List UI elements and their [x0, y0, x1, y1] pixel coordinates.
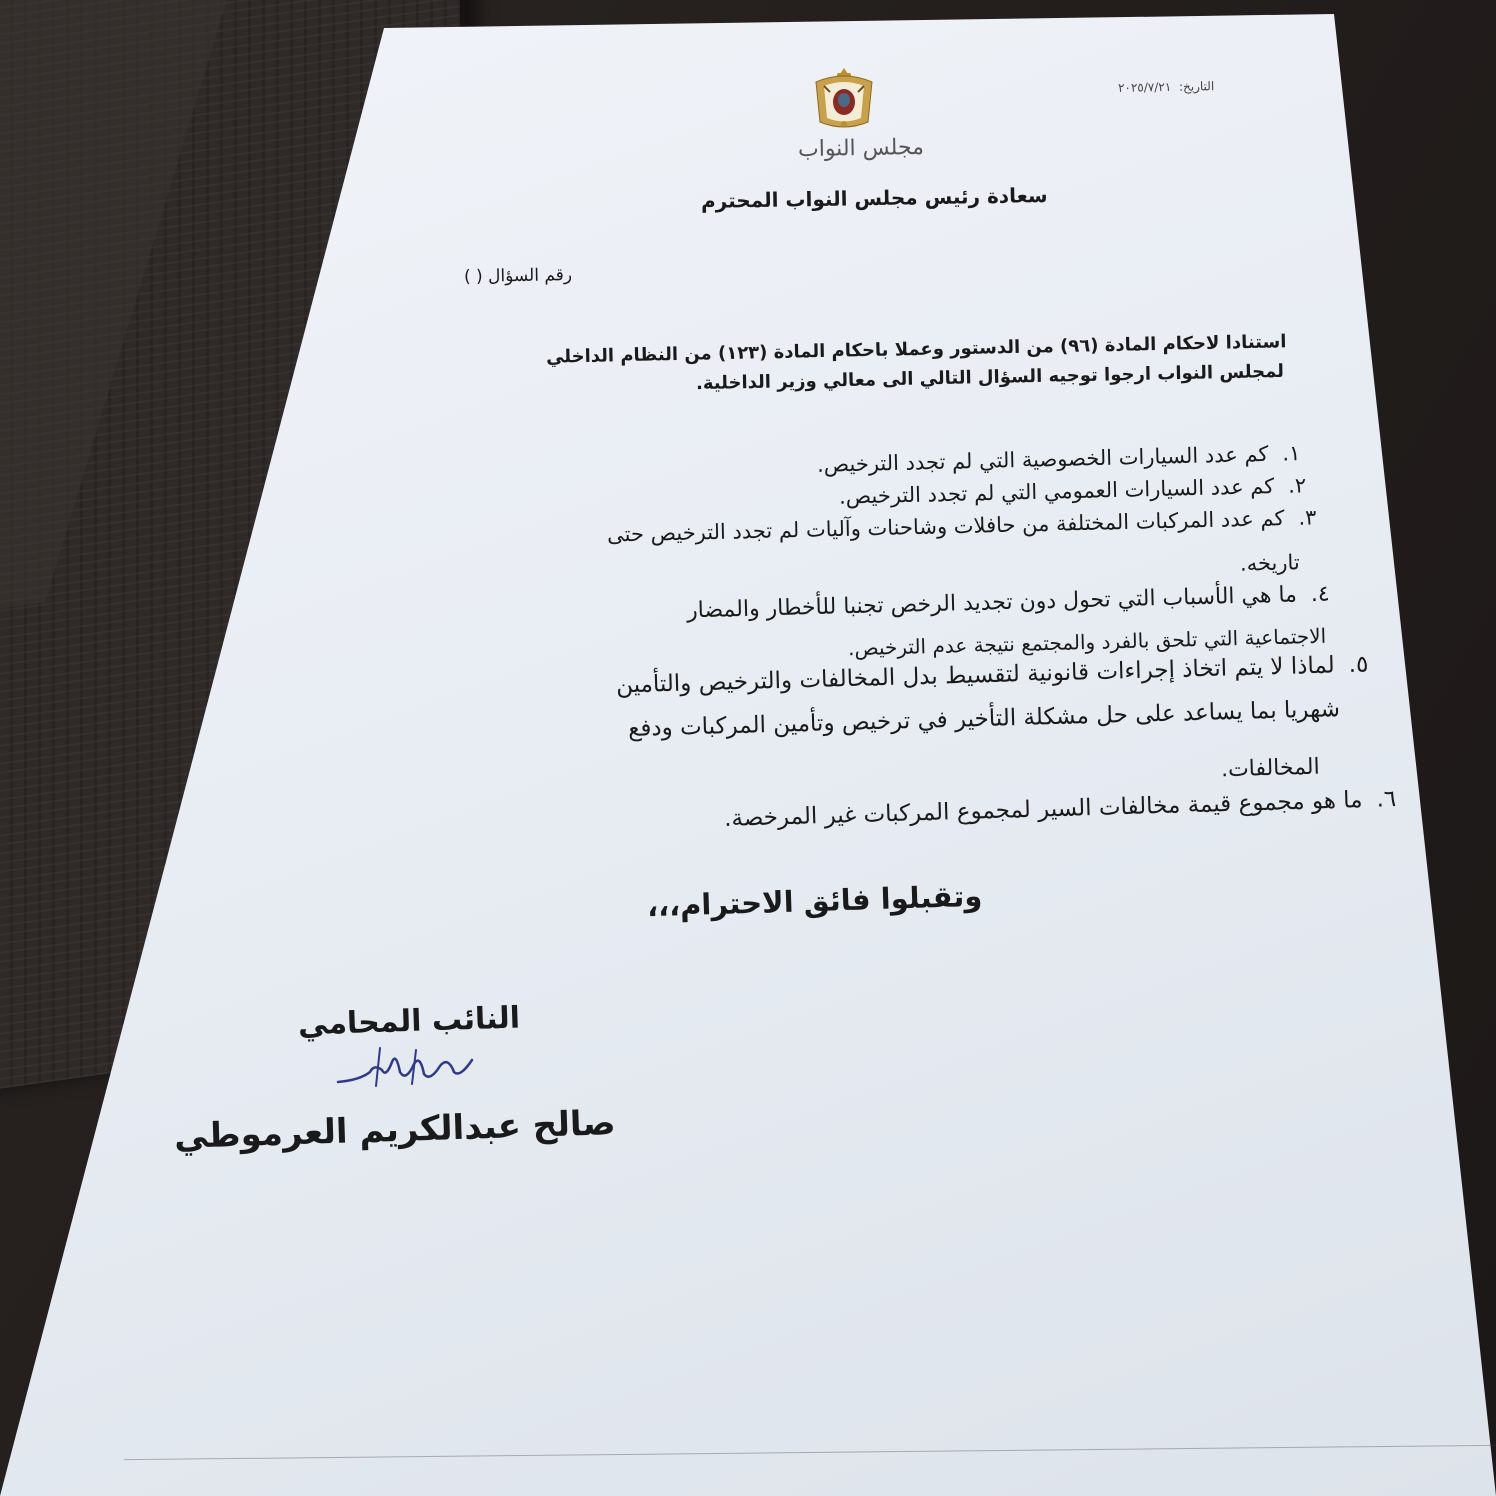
question-5-continuation: شهريا بما يساعد على حل مشكلة التأخير في ترخيص وتأمين المركبات ودفع — [627, 696, 1341, 742]
question-3 — [606, 505, 1316, 546]
question-text: ما هو مجموع قيمة مخالفات السير لمجموع المركبات غير المرخصة. — [723, 787, 1363, 832]
intro-line-1: استنادا لاحكام المادة (٩٦) من الدستور وعملا باحكام المادة (١٢٣) من النظام الداخلي — [545, 331, 1287, 368]
signer-name: صالح عبدالكريم العرموطي — [173, 1103, 617, 1157]
question-1 — [816, 441, 1300, 477]
question-number: ٤. — [1310, 581, 1331, 608]
date-value: ٢٠٢٥/٧/٢١ — [1117, 79, 1172, 95]
institution-name: مجلس النواب — [797, 134, 925, 163]
closing-line: وتقبلوا فائق الاحترام،،، — [646, 878, 983, 924]
signer-title: النائب المحامي — [297, 1000, 521, 1043]
salutation: سعادة رئيس مجلس النواب المحترم — [701, 182, 1049, 214]
question-text: كم عدد السيارات الخصوصية التي لم تجدد الترخيص. — [816, 441, 1269, 477]
question-number: ٦. — [1375, 786, 1397, 813]
question-number: ١. — [1281, 441, 1301, 466]
question-5 — [615, 651, 1368, 698]
question-number: ٣. — [1297, 505, 1317, 530]
question-2 — [839, 473, 1307, 508]
letter-date — [1118, 79, 1214, 95]
date-label: التاريخ: — [1178, 79, 1215, 94]
question-4 — [687, 582, 1330, 624]
question-number: ٥. — [1347, 651, 1369, 679]
question-number: ٢. — [1287, 473, 1307, 498]
question-text: كم عدد المركبات المختلفة من حافلات وشاحنات وآليات لم تجدد الترخيص حتى — [606, 506, 1285, 547]
question-4-continuation: الاجتماعية التي تلحق بالفرد والمجتمع نتيجة عدم الترخيص. — [847, 623, 1327, 661]
question-6 — [723, 786, 1396, 832]
handwritten-signature-icon — [330, 1042, 480, 1092]
question-3-continuation: تاريخه. — [1239, 550, 1301, 576]
question-number-field: رقم السؤال ( ) — [463, 265, 573, 287]
question-text: كم عدد السيارات العمومي التي لم تجدد الترخيص. — [838, 474, 1275, 509]
question-text: لماذا لا يتم اتخاذ إجراءات قانونية لتقسيط بدل المخالفات والترخيص والتأمين — [615, 652, 1335, 699]
question-5-continuation-2: المخالفات. — [1220, 754, 1321, 783]
question-text: ما هي الأسباب التي تحول دون تجديد الرخص تجنبا للأخطار والمضار — [686, 582, 1298, 624]
jordan-coat-of-arms-icon — [804, 62, 884, 132]
intro-line-2: لمجلس النواب ارجوا توجيه السؤال التالي الى معالي وزير الداخلية. — [695, 360, 1285, 395]
